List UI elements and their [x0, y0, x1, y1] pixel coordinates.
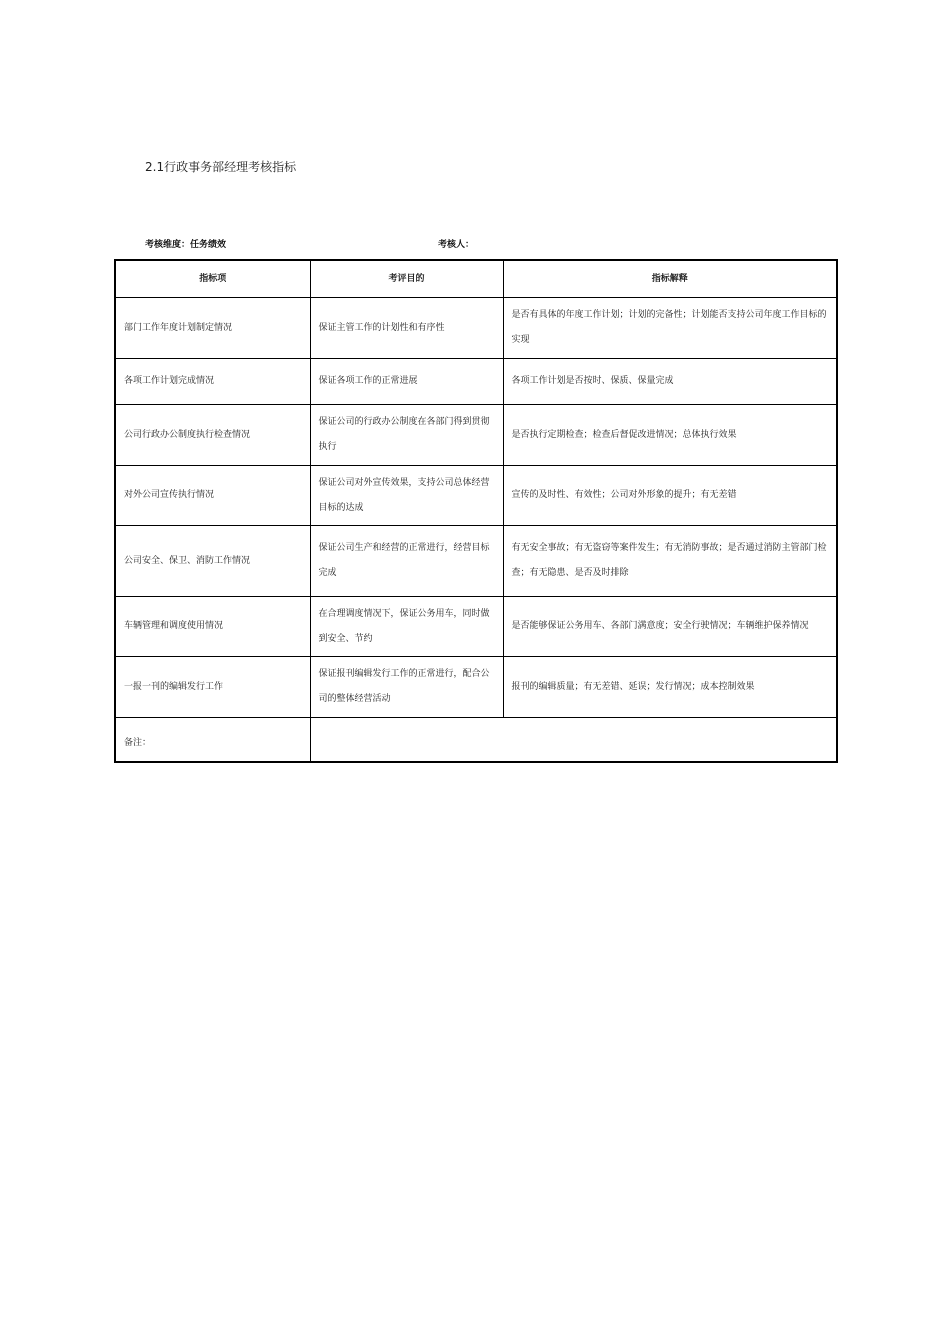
table-row	[115, 466, 837, 526]
cell-explain: 宣传的及时性、有效性；公司对外形象的提升；有无差错	[503, 466, 837, 526]
cell-explain: 报刊的编辑质量；有无差错、延误；发行情况；成本控制效果	[503, 657, 837, 718]
table-row	[115, 526, 837, 597]
remark-field	[310, 718, 837, 762]
cell-explain: 是否执行定期检查；检查后督促改进情况；总体执行效果	[503, 405, 837, 466]
cell-explain: 有无安全事故；有无盗窃等案件发生；有无消防事故；是否通过消防主管部门检查；有无隐患、是否及时排除	[503, 526, 837, 597]
table-row	[115, 298, 837, 359]
cell-purpose: 保证公司对外宣传效果，支持公司总体经营目标的达成	[310, 466, 503, 526]
cell-item: 部门工作年度计划制定情况	[115, 298, 310, 359]
cell-explain: 是否能够保证公务用车、各部门满意度；安全行驶情况；车辆维护保养情况	[503, 597, 837, 657]
table-row	[115, 405, 837, 466]
cell-item: 公司安全、保卫、消防工作情况	[115, 526, 310, 597]
cell-item: 公司行政办公制度执行检查情况	[115, 405, 310, 466]
assessor-label: 考核人：	[438, 240, 475, 250]
cell-purpose: 保证各项工作的正常进展	[310, 359, 503, 405]
cell-purpose: 保证公司生产和经营的正常进行，经营目标完成	[310, 526, 503, 597]
cell-purpose: 在合理调度情况下，保证公务用车，同时做到安全、节约	[310, 597, 503, 657]
cell-purpose: 保证主管工作的计划性和有序性	[310, 298, 503, 359]
table-row	[115, 597, 837, 657]
header-item: 指标项	[115, 260, 310, 298]
table-row	[115, 657, 837, 718]
cell-item: 车辆管理和调度使用情况	[115, 597, 310, 657]
cell-item: 各项工作计划完成情况	[115, 359, 310, 405]
table-row	[115, 359, 837, 405]
cell-item: 一报一刊的编辑发行工作	[115, 657, 310, 718]
cell-purpose: 保证公司的行政办公制度在各部门得到贯彻执行	[310, 405, 503, 466]
kpi-table	[114, 259, 838, 763]
dimension-label: 考核维度：任务绩效	[145, 240, 227, 250]
header-explain: 指标解释	[503, 260, 837, 298]
cell-explain: 各项工作计划是否按时、保质、保量完成	[503, 359, 837, 405]
page-title: 2.1行政事务部经理考核指标	[145, 160, 297, 174]
header-purpose: 考评目的	[310, 260, 503, 298]
cell-item: 对外公司宣传执行情况	[115, 466, 310, 526]
cell-purpose: 保证报刊编辑发行工作的正常进行，配合公司的整体经营活动	[310, 657, 503, 718]
cell-explain: 是否有具体的年度工作计划；计划的完备性；计划能否支持公司年度工作目标的实现	[503, 298, 837, 359]
table-header-row	[115, 260, 837, 298]
remark-label: 备注：	[115, 718, 310, 762]
remark-row	[115, 718, 837, 762]
